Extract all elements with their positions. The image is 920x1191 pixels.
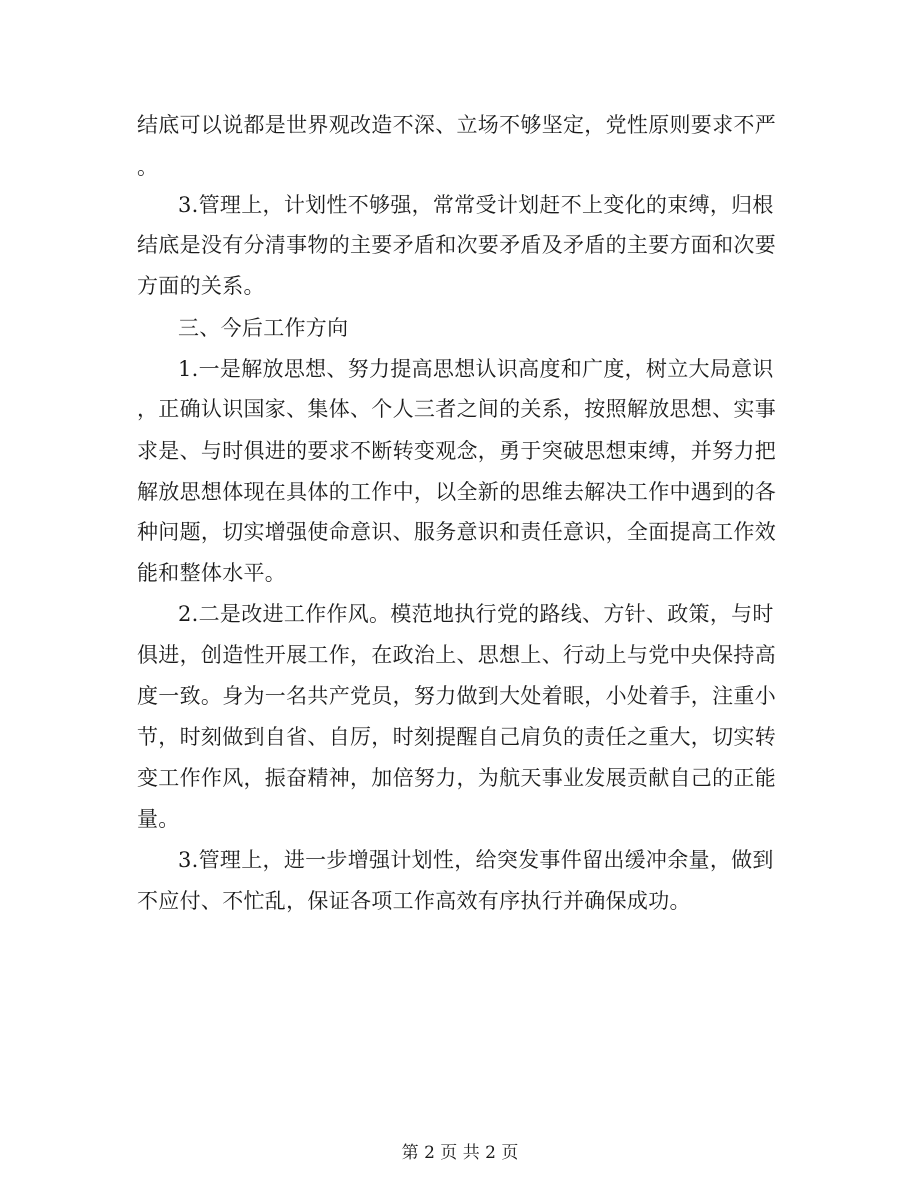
text-line: 不应付、不忙乱，保证各项工作高效有序执行并确保成功。	[137, 889, 691, 913]
text-line: 量。	[137, 807, 180, 831]
text-line: 2.二是改进工作作风。模范地执行党的路线、方针、政策，与时	[178, 602, 774, 626]
text-line: 3.管理上，进一步增强计划性，给突发事件留出缓冲余量，做到	[178, 848, 774, 872]
text-line: 。	[137, 155, 159, 179]
text-line: 种问题，切实增强使命意识、服务意识和责任意识，全面提高工作效	[137, 520, 776, 544]
text-line: 度一致。身为一名共产党员，努力做到大处着眼，小处着手，注重小	[137, 684, 776, 708]
page-number-footer: 第 2 页 共 2 页	[401, 1143, 519, 1163]
text-line: 求是、与时俱进的要求不断转变观念，勇于突破思想束缚，并努力把	[137, 439, 776, 463]
text-line: 俱进，创造性开展工作，在政治上、思想上、行动上与党中央保持高	[137, 643, 776, 667]
text-line: 1.一是解放思想、努力提高思想认识高度和广度，树立大局意识	[178, 357, 774, 381]
text-line: 结底可以说都是世界观改造不深、立场不够坚定，党性原则要求不严	[137, 113, 776, 137]
text-line: 变工作作风，振奋精神，加倍努力，为航天事业发展贡献自己的正能	[137, 766, 776, 790]
text-line: 节，时刻做到自省、自厉，时刻提醒自己肩负的责任之重大，切实转	[137, 725, 776, 749]
text-line: 能和整体水平。	[137, 561, 287, 585]
text-line: 结底是没有分清事物的主要矛盾和次要矛盾及矛盾的主要方面和次要	[137, 233, 776, 257]
text-line: 方面的关系。	[137, 274, 265, 298]
section-heading: 三、今后工作方向	[178, 316, 349, 340]
text-line: ，正确认识国家、集体、个人三者之间的关系，按照解放思想、实事	[137, 397, 776, 421]
text-line: 3.管理上，计划性不够强，常常受计划赶不上变化的束缚，归根	[178, 193, 774, 217]
text-line: 解放思想体现在具体的工作中，以全新的思维去解决工作中遇到的各	[137, 480, 776, 504]
